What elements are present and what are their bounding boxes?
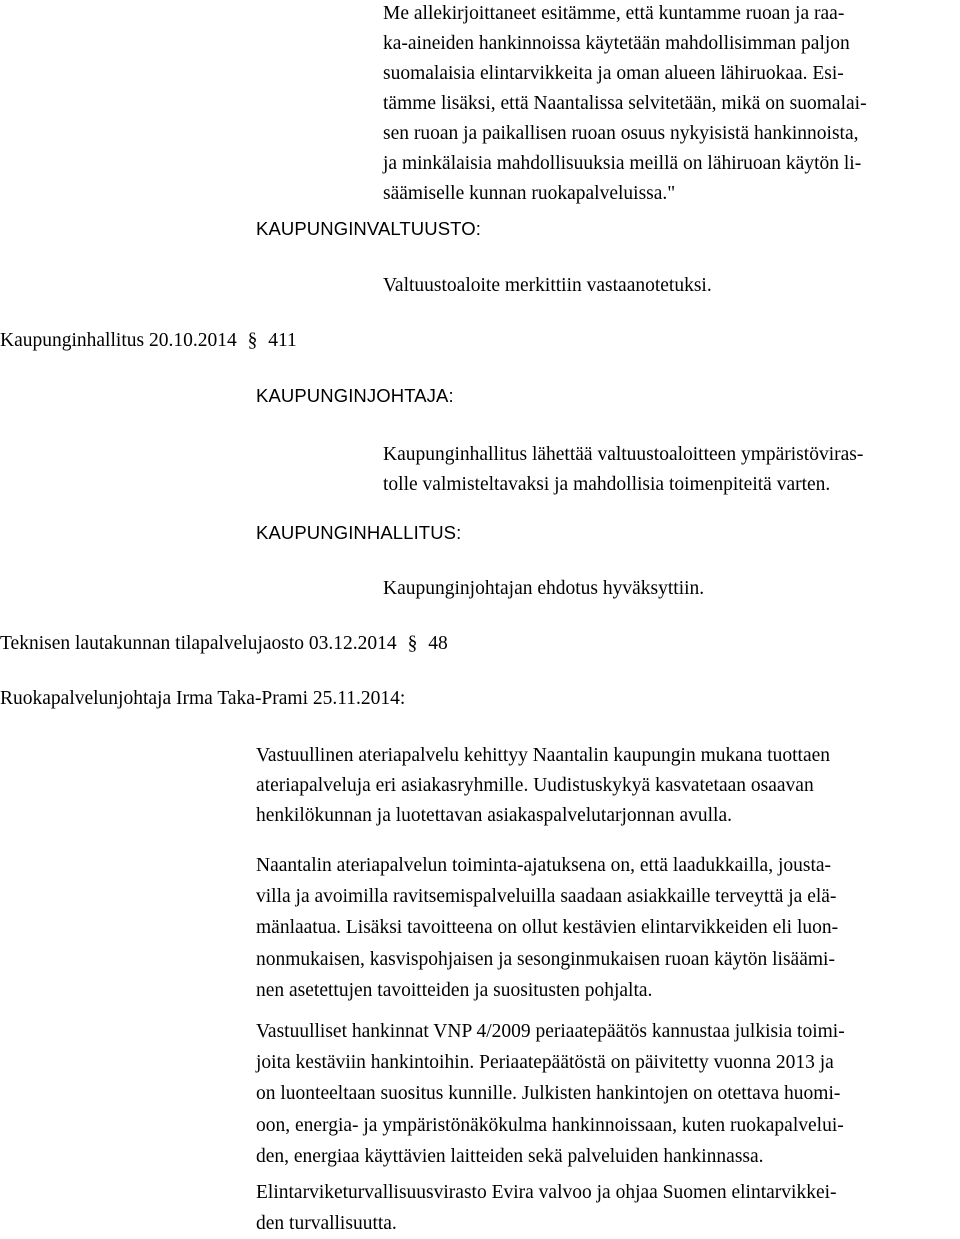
paragraph-line: ateriapalveluja eri asiakasryhmille. Uudistuskykyä kasvatetaan osaavan <box>256 775 814 796</box>
paragraph-line: Elintarviketurvallisuusvirasto Evira valvoo ja ohjaa Suomen elintarvikkei- <box>256 1182 837 1203</box>
council-heading: KAUPUNGINVALTUUSTO: <box>256 218 481 239</box>
tech-meeting-label: Teknisen lautakunnan tilapalvelujaosto 03.12.2014 <box>0 633 397 654</box>
paragraph-line: oon, energia- ja ympäristönäkökulma hankinnoissaan, kuten ruokapalvelui- <box>256 1114 844 1136</box>
paragraph-line: on luonteeltaan suositus kunnille. Julkisten hankintojen on otettava huomi- <box>256 1083 841 1105</box>
statement-paragraph <box>256 850 838 1006</box>
statement-header: Ruokapalvelunjohtaja Irma Taka-Prami 25.11.2014: <box>0 688 406 709</box>
tech-meeting-number: 48 <box>428 633 448 654</box>
section-sign-icon: § <box>407 633 418 654</box>
paragraph-line: nen asetettujen tavoitteiden ja suositusten pohjalta. <box>256 979 653 1001</box>
paragraph-line: mänlaatua. Lisäksi tavoitteena on ollut kestävien elintarvikkeiden eli luon- <box>256 917 839 939</box>
board-meeting-reference <box>0 330 297 352</box>
paragraph-line: henkilökunnan ja luotettavan asiakaspalvelutarjonnan avulla. <box>256 805 732 826</box>
motion-quote-line: suomalaisia elintarvikkeita ja oman alueen lähiruokaa. Esi- <box>383 63 844 84</box>
board-heading: KAUPUNGINHALLITUS: <box>256 522 462 543</box>
motion-quote-line: sen ruoan ja paikallisen ruoan osuus nykyisistä hankinnoista, <box>383 123 859 144</box>
motion-quote-line: tämme lisäksi, että Naantalissa selvitetään, mikä on suomalai- <box>383 93 867 114</box>
motion-quote-line: säämiselle kunnan ruokapalveluissa." <box>383 183 676 204</box>
mayor-proposal-line: Kaupunginhallitus lähettää valtuustoaloitteen ympäristöviras- <box>383 444 864 465</box>
paragraph-line: Naantalin ateriapalvelun toiminta-ajatuksena on, että laadukkailla, jousta- <box>256 855 832 876</box>
board-decision: Kaupunginjohtajan ehdotus hyväksyttiin. <box>383 578 705 599</box>
mayor-proposal <box>383 440 863 500</box>
statement-paragraph <box>256 741 830 831</box>
board-meeting-label: Kaupunginhallitus 20.10.2014 <box>0 330 237 351</box>
paragraph-line: Vastuulliset hankinnat VNP 4/2009 periaatepäätös kannustaa julkisia toimi- <box>256 1021 845 1042</box>
motion-quote-line: ja minkälaisia mahdollisuuksia meillä on lähiruoan käytön li- <box>383 153 862 174</box>
tech-meeting-reference <box>0 633 448 655</box>
section-sign-icon: § <box>247 330 258 351</box>
statement-paragraph <box>256 1016 845 1172</box>
paragraph-line: nonmukaisen, kasvispohjaisen ja sesonginmukaisen ruoan käytön lisäämi- <box>256 948 835 970</box>
paragraph-line: den, energiaa käyttävien laitteiden sekä palveluiden hankinnassa. <box>256 1145 764 1167</box>
paragraph-line: den turvallisuutta. <box>256 1213 397 1235</box>
paragraph-line: villa ja avoimilla ravitsemispalveluilla saadaan asiakkaille terveyttä ja elä- <box>256 886 837 908</box>
council-decision: Valtuustoaloite merkittiin vastaanotetuksi. <box>383 275 712 296</box>
paragraph-line: Vastuullinen ateriapalvelu kehittyy Naantalin kaupungin mukana tuottaen <box>256 745 831 766</box>
mayor-heading: KAUPUNGINJOHTAJA: <box>256 385 454 406</box>
paragraph-line: joita kestäviin hankintoihin. Periaatepäätöstä on päivitetty vuonna 2013 ja <box>256 1052 834 1074</box>
board-meeting-number: 411 <box>268 330 297 351</box>
statement-paragraph <box>256 1177 837 1239</box>
motion-quote <box>383 0 867 209</box>
motion-quote-line: Me allekirjoittaneet esitämme, että kuntamme ruoan ja raa- <box>383 3 845 24</box>
motion-quote-line: ka-aineiden hankinnoissa käytetään mahdollisimman paljon <box>383 33 850 54</box>
mayor-proposal-line: tolle valmisteltavaksi ja mahdollisia toimenpiteitä varten. <box>383 474 831 495</box>
